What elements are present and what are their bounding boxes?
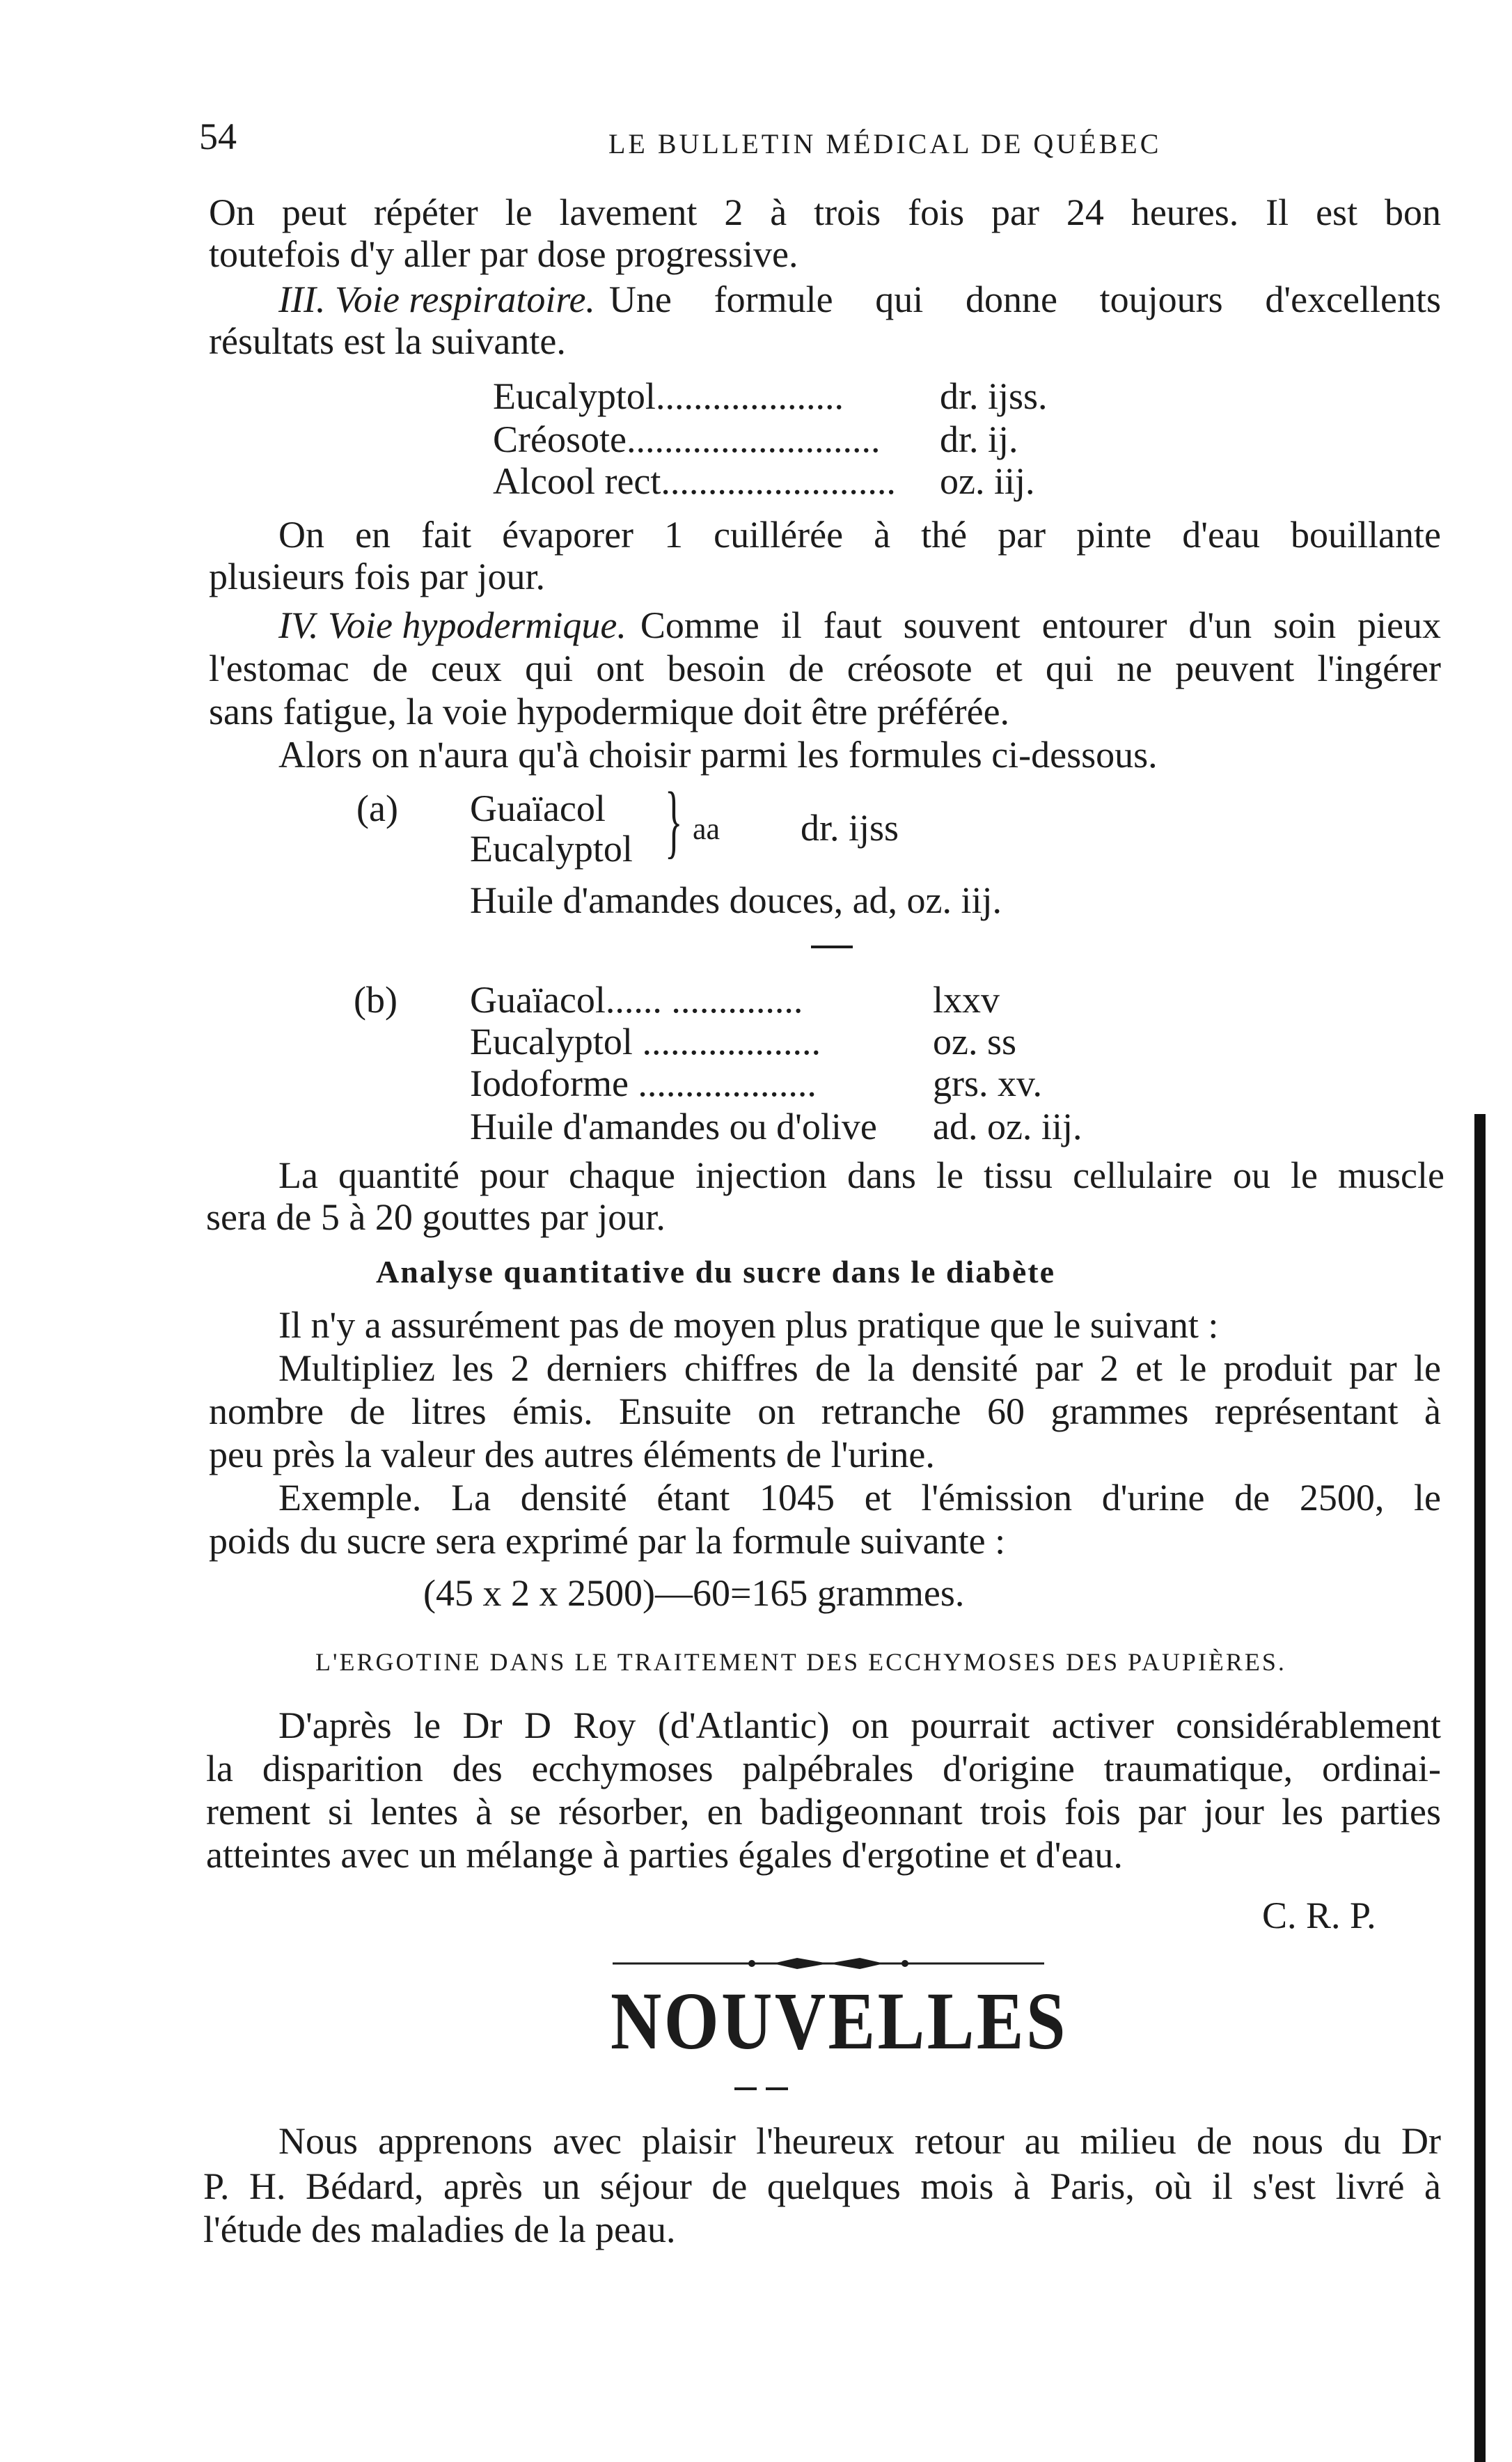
formula-a-note: aa [693,812,720,846]
sugar-formula: (45 x 2 x 2500)—60=165 grammes. [423,1572,965,1614]
scan-edge-bar [1474,1114,1486,2462]
formula-b-quantity: oz. ss [933,1021,1016,1063]
ornament-divider [613,1953,1044,1974]
formula-b-label: (b) [354,979,397,1021]
section-heading: Analyse quantitative du sucre dans le diabète [376,1254,1056,1289]
formula-b-ingredient: Huile d'amandes ou d'olive [470,1106,877,1147]
recipe-quantity: dr. ij. [940,418,1018,460]
recipe-ingredient: Alcool rect......................... [493,460,896,502]
signature: C. R. P. [1262,1895,1376,1936]
page-number: 54 [199,116,237,157]
body-line: atteintes avec un mélange à parties égales d'ergotine et d'eau. [206,1834,1123,1876]
brace-icon: } [665,775,683,866]
recipe-quantity: oz. iij. [940,460,1035,502]
formula-b-ingredient: Guaïacol...... .............. [470,979,803,1021]
hypodermic-line [278,604,1441,646]
formula-a-oil: Huile d'amandes douces, ad, oz. iij. [470,879,1002,921]
body-line: nombre de litres émis. Ensuite on retranche 60 grammes représentant à [209,1390,1441,1432]
body-line: D'après le Dr D Roy (d'Atlantic) on pourrait activer considérablement [278,1704,1441,1746]
body-line: La quantité pour chaque injection dans le tissu cellulaire ou le muscle [278,1154,1444,1196]
formula-b-quantity: ad. oz. iij. [933,1106,1082,1147]
formula-b-quantity: lxxv [933,979,1000,1021]
body-line: la disparition des ecchymoses palpébrales d'origine traumatique, ordinai- [206,1748,1441,1789]
formula-a-ingredient: Guaïacol [470,787,606,829]
formula-b-ingredient: Iodoforme ................... [470,1063,817,1104]
hypodermic-text: Comme il faut souvent entourer d'un soin pieux [640,604,1441,646]
separator-dash [734,2087,757,2090]
formula-a-quantity: dr. ijss [801,807,899,849]
body-line: P. H. Bédard, après un séjour de quelques mois à Paris, où il s'est livré à [203,2165,1441,2207]
formula-b-quantity: grs. xv. [933,1063,1042,1104]
body-line: poids du sucre sera exprimé par la formule suivante : [209,1520,1006,1562]
body-line: On peut répéter le lavement 2 à trois fois par 24 heures. Il est bon [209,191,1441,233]
body-line: Multipliez les 2 derniers chiffres de la densité par 2 et le produit par le [278,1347,1441,1389]
formula-b-ingredient: Eucalyptol ................... [470,1021,821,1063]
body-line: On en fait évaporer 1 cuillérée à thé par pinte d'eau bouillante [278,514,1441,556]
recipe-quantity: dr. ijss. [940,375,1048,417]
running-title: LE BULLETIN MÉDICAL DE QUÉBEC [608,128,1162,159]
respiratory-label: III. Voie respiratoire. [278,279,595,320]
body-line: l'étude des maladies de la peau. [203,2209,676,2250]
body-line: sera de 5 à 20 gouttes par jour. [206,1196,666,1238]
body-line: résultats est la suivante. [209,320,566,362]
body-line: Nous apprenons avec plaisir l'heureux retour au milieu de nous du Dr [278,2120,1441,2162]
body-line: rement si lentes à se résorber, en badigeonnant trois fois par jour les parties [206,1791,1441,1833]
separator-dash [811,946,853,948]
body-line: sans fatigue, la voie hypodermique doit être préférée. [209,691,1010,732]
separator-dash [766,2087,788,2090]
body-line: peu près la valeur des autres éléments de l'urine. [209,1434,935,1475]
body-line: Exemple. La densité étant 1045 et l'émission d'urine de 2500, le [278,1477,1441,1519]
formula-a-ingredient: Eucalyptol [470,828,633,870]
recipe-ingredient: Eucalyptol.................... [493,375,844,417]
body-line: plusieurs fois par jour. [209,556,545,597]
body-line: l'estomac de ceux qui ont besoin de créosote et qui ne peuvent l'ingérer [209,648,1441,689]
respiratory-line [278,279,1441,320]
body-line: toutefois d'y aller par dose progressive. [209,233,798,275]
news-heading: NOUVELLES [611,1975,1068,2067]
hypodermic-label: IV. Voie hypodermique. [278,604,627,646]
body-line: Alors on n'aura qu'à choisir parmi les formules ci-dessous. [278,734,1158,776]
recipe-ingredient: Créosote........................... [493,418,881,460]
respiratory-text: Une formule qui donne toujours d'excellents [608,279,1441,320]
body-line: Il n'y a assurément pas de moyen plus pratique que le suivant : [278,1304,1219,1346]
formula-a-label: (a) [356,787,398,829]
section-heading: L'ERGOTINE DANS LE TRAITEMENT DES ECCHYMOSES DES PAUPIÈRES. [315,1648,1286,1676]
